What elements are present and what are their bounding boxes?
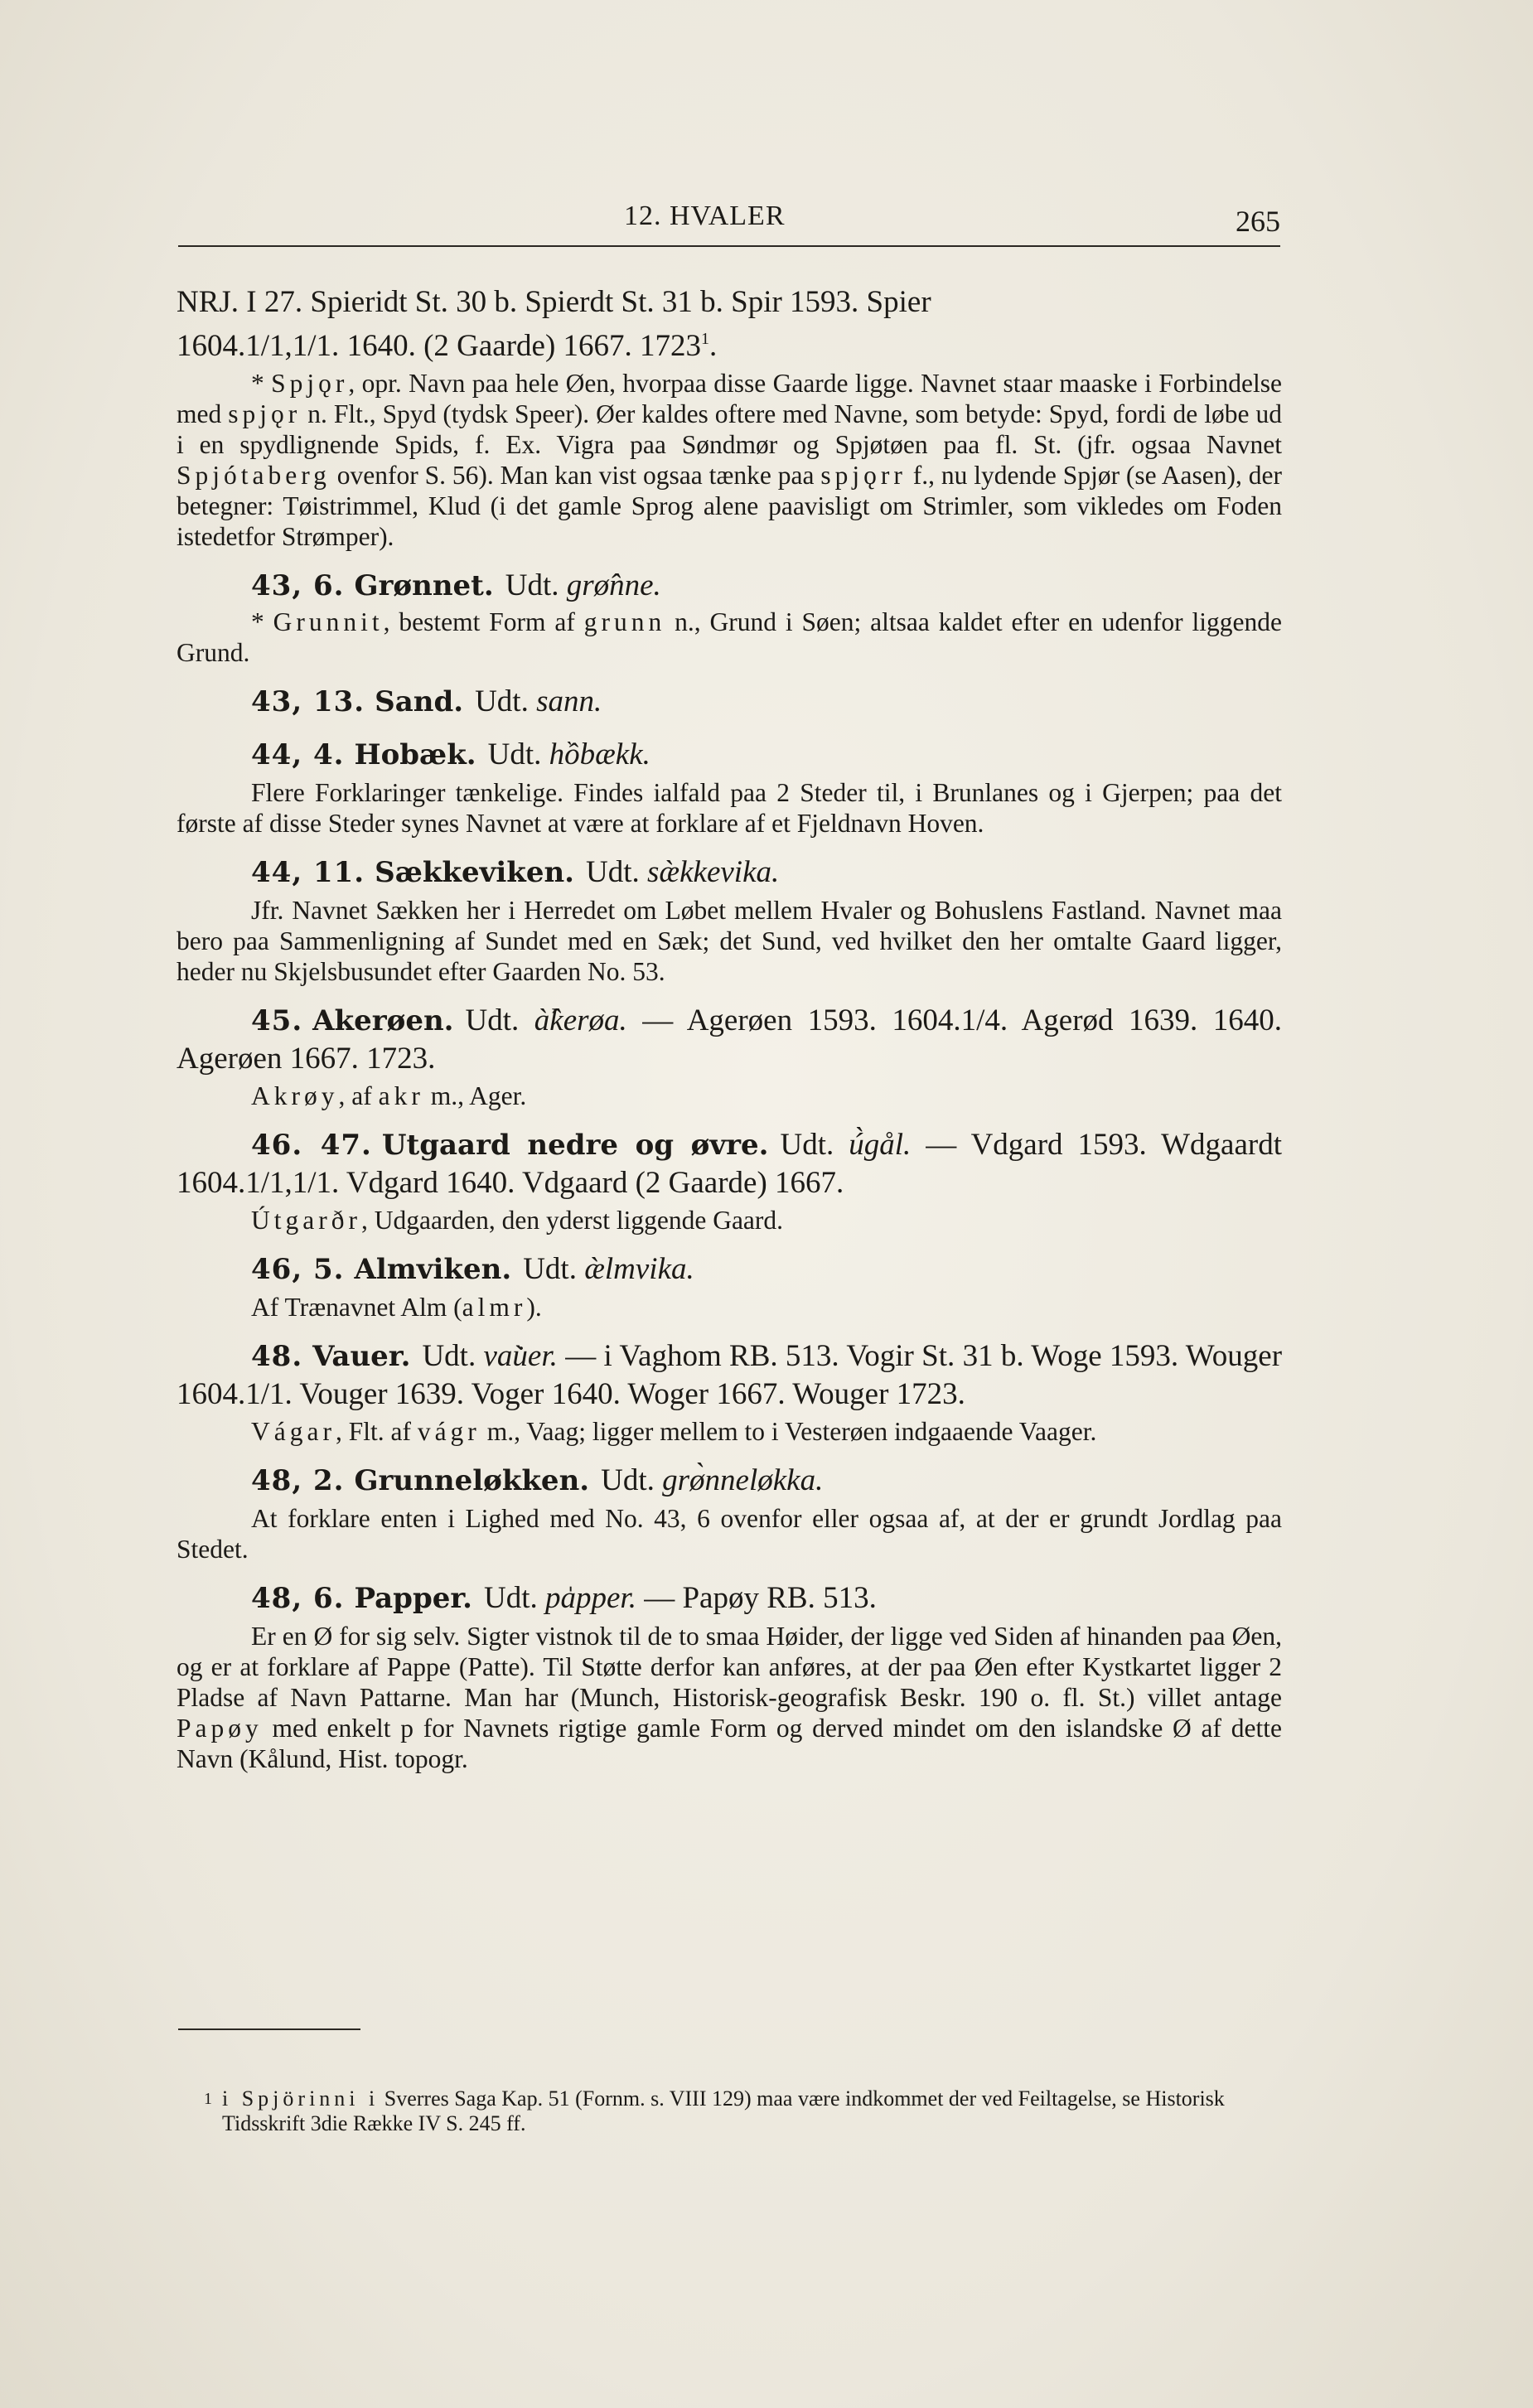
entry-heading	[177, 736, 1282, 774]
entry-forms: — i Vaghom RB. 513. Vogir St. 31 b. Woge 1593. Wouger 1604.	[177, 1339, 1283, 1411]
note-word: Spjótaberg	[177, 461, 331, 490]
entry-udt: Udt.	[465, 1003, 520, 1037]
note-word: Spjǫr	[271, 369, 349, 398]
entry-heading	[177, 1126, 1282, 1202]
entry-pronunciation: æ̀lmvika.	[584, 1252, 694, 1286]
note-word: akr	[378, 1081, 424, 1110]
entry-name: Utgaard nedre og øvre.	[381, 1129, 769, 1162]
entry-pronunciation: sæ̀kkevika.	[647, 855, 780, 889]
entry-fraction: 1/4.	[960, 1003, 1008, 1037]
entry-pronunciation: grø̂nne.	[566, 568, 661, 602]
header-rule	[178, 245, 1280, 247]
entry-udt: Udt.	[483, 1581, 538, 1615]
entry-pronunciation: pa̍pper.	[544, 1581, 636, 1615]
entry-heading	[177, 1337, 1282, 1413]
entry-heading	[177, 1462, 1282, 1500]
entry-name: Sand.	[375, 685, 464, 718]
note-text: , Udgaarden, den yderst liggende Gaard.	[360, 1206, 784, 1235]
note-word: almr	[462, 1293, 527, 1322]
entry-heading	[177, 853, 1282, 892]
entry-forms: Agerød 1639. 1640. Agerøen 1667. 1723.	[177, 1003, 1282, 1076]
entry-number: 44, 4.	[251, 738, 345, 771]
entry-name: Akerøen.	[312, 1004, 454, 1037]
entry-note	[177, 1621, 1282, 1774]
note-text: ).	[526, 1293, 542, 1322]
note-text: , Flt. af	[335, 1417, 418, 1446]
entry-pronunciation: grø̀nneløkka.	[662, 1463, 824, 1497]
entry-forms: — Papøy RB. 513.	[636, 1581, 877, 1615]
footnote-rule	[178, 2028, 360, 2030]
note-text: , af	[338, 1081, 379, 1110]
entry-heading	[177, 1002, 1282, 1077]
note-text: f., nu lydende Spjør (se Aasen), der betegner: Tøistrimmel, Klud (i det gamle Sprog alene paavisligt om Strimler, som vikledes om Foden istedetfor Strømper).	[177, 461, 1282, 551]
entry-fraction: 1/1,1/1.	[245, 329, 340, 363]
footnote-mark: 1	[204, 2090, 212, 2108]
entry-number: 43, 13.	[251, 685, 365, 718]
entry-period: .	[709, 329, 718, 363]
entry-note	[177, 1205, 1282, 1235]
entry-fraction: 1/1.	[245, 1377, 293, 1411]
entry-udt: Udt.	[487, 737, 542, 771]
page-body	[177, 283, 1282, 1774]
entry-number: 45.	[251, 1004, 303, 1037]
entry-udt: Udt.	[422, 1339, 476, 1373]
note-text: med enkelt p for Navnets rigtige gamle Form og derved mindet om den islandske Ø af dette Navn (Kålund, Hist. topogr.	[177, 1714, 1282, 1773]
page-number: 265	[1236, 205, 1280, 238]
entry-note: Flere Forklaringer tænkelige. Findes ialfald paa 2 Steder til, i Brunlanes og i Gjerpen; paa det første af disse Steder synes Navnet at være at forklare af et Fjeldnavn Hoven.	[177, 778, 1282, 838]
note-word: Útgarðr	[251, 1206, 361, 1235]
entry-fraction: 1/1,1/1.	[245, 1166, 340, 1200]
entry-name: Almviken.	[354, 1253, 512, 1286]
note-text: n., Grund i Søen; altsaa kaldet efter en udenfor liggende Grund.	[177, 607, 1283, 667]
entry-forms-line1: NRJ. I 27. Spieridt St. 30 b. Spierdt St. 31 b. Spir 1593. Spier	[177, 285, 931, 319]
entry-note: Jfr. Navnet Sækken her i Herredet om Løbet mellem Hvaler og Bohuslens Fastland. Navnet maa bero paa Sammenligning af Sundet med en Sæk; det Sund, ved hvilket den her omtalte Gaard ligger, heder nu Skjelsbusundet efter Gaarden No. 53.	[177, 896, 1282, 986]
entry-forms-line2c: 1640. (2 Gaarde) 1667. 1723	[339, 329, 702, 363]
entry-note	[177, 368, 1282, 552]
entry-udt: Udt.	[601, 1463, 655, 1497]
note-text: Af Trænavnet Alm (	[251, 1293, 462, 1322]
entry-udt: Udt.	[505, 568, 559, 602]
entry-name: Papper.	[354, 1582, 472, 1615]
entry-number: 43, 6.	[251, 569, 345, 602]
page-header	[178, 197, 1280, 247]
entry-udt: Udt.	[780, 1128, 834, 1162]
footnote	[204, 2086, 1283, 2136]
entry-note: At forklare enten i Lighed med No. 43, 6 ovenfor eller ogsaa af, at der er grundt Jordlag paa Stedet.	[177, 1504, 1282, 1564]
entry-name: Grunneløkken.	[354, 1464, 590, 1497]
note-word: Akrøy	[251, 1081, 339, 1110]
entry-number: 48, 6.	[251, 1582, 345, 1615]
footnote-word: i Spjörinni i	[222, 2086, 380, 2111]
running-head: 12. HVALER	[624, 201, 786, 231]
note-word: Grunnit	[273, 607, 384, 636]
note-text: , opr. Navn paa hele Øen, hvorpaa disse Gaarde ligge. Navnet staar maaske i Forbindelse med	[177, 369, 1282, 428]
entry-udt: Udt.	[523, 1252, 577, 1286]
entry-heading	[177, 683, 1282, 721]
entry-heading	[177, 567, 1282, 605]
entry-note	[177, 607, 1282, 668]
entry-pronunciation: à̂kerøa.	[534, 1003, 627, 1037]
note-word: vágr	[417, 1417, 481, 1446]
entry-number: 48, 2.	[251, 1464, 345, 1497]
entry-number: 46, 5.	[251, 1253, 345, 1286]
note-word: Papøy	[177, 1714, 263, 1743]
entry-note	[177, 1081, 1282, 1111]
entry-name: Vauer.	[312, 1340, 411, 1373]
entry-number: 44, 11.	[251, 856, 365, 889]
entry-forms: Vouger 1639. Voger 1640. Woger 1667. Wouger 1723.	[292, 1377, 965, 1411]
entry-udt: Udt.	[586, 855, 640, 889]
entry-heading	[177, 1579, 1282, 1617]
note-text: , bestemt Form af	[383, 607, 584, 636]
entry-name: Hobæk.	[354, 738, 476, 771]
entry-pronunciation: ú̀gål.	[849, 1128, 912, 1162]
note-text: Er en Ø for sig selv. Sigter vistnok til de to smaa Høider, der ligge ved Siden af hinanden paa Øen, og er at forklare af Pappe (Patte). Til Støtte derfor kan anføres, at der paa Øen efter Kystkartet ligger 2 Pladse af Navn Pattarne. Man har (Munch, Historisk-geografisk Beskr. 190 o. fl. St.) villet antage	[177, 1622, 1282, 1712]
entry-pronunciation: vau̇̀er.	[483, 1339, 558, 1373]
entry-forms-line2a: 1604.	[177, 329, 246, 363]
entry-forms: — Vdgard 1593. Wdgaardt 1604.	[177, 1128, 1282, 1200]
note-text: m., Ager.	[423, 1081, 527, 1110]
note-word: spjǫr	[228, 399, 302, 428]
note-text: n. Flt., Spyd (tydsk Speer). Øer kaldes oftere med Navne, som betyde: Spyd, fordi de løbe ud i en spydlignende Spids, f. Ex. Vigra paa Søndmør og Spjøtøen paa fl. St. (jfr. ogsaa Navnet	[177, 399, 1282, 459]
note-text: ovenfor S. 56). Man kan vist ogsaa tænke paa	[330, 461, 821, 490]
entry-note	[177, 1292, 1282, 1322]
entry-number: 46. 47.	[251, 1129, 372, 1162]
entry-pronunciation: hồbækk.	[549, 737, 650, 771]
note-star: *	[251, 369, 272, 398]
entry-forms: Vdgard 1640. Vdgaard (2 Gaarde) 1667.	[339, 1166, 844, 1200]
entry-number: 48.	[251, 1340, 303, 1373]
note-word: grunn	[583, 607, 666, 636]
note-star: *	[251, 607, 273, 636]
footnote-ref: 1	[701, 330, 710, 348]
entry-note	[177, 1416, 1282, 1447]
footnote-text: Sverres Saga Kap. 51 (Fornm. s. VIII 129) maa være indkommet der ved Feiltagelse, se Historisk Tidsskrift 3die Række IV S. 245 ff.	[222, 2086, 1225, 2135]
entry-name: Grønnet.	[354, 569, 494, 602]
entry-continuation	[177, 283, 1282, 365]
entry-pronunciation: sann.	[536, 684, 602, 718]
entry-forms: — Agerøen 1593. 1604.	[626, 1003, 961, 1037]
note-text: m., Vaag; ligger mellem to i Vesterøen indgaaende Vaager.	[480, 1417, 1097, 1446]
entry-name: Sækkeviken.	[375, 856, 575, 889]
note-word: Vágar	[251, 1417, 336, 1446]
entry-udt: Udt.	[475, 684, 529, 718]
note-word: spjǫrr	[820, 461, 907, 490]
entry-heading	[177, 1250, 1282, 1289]
